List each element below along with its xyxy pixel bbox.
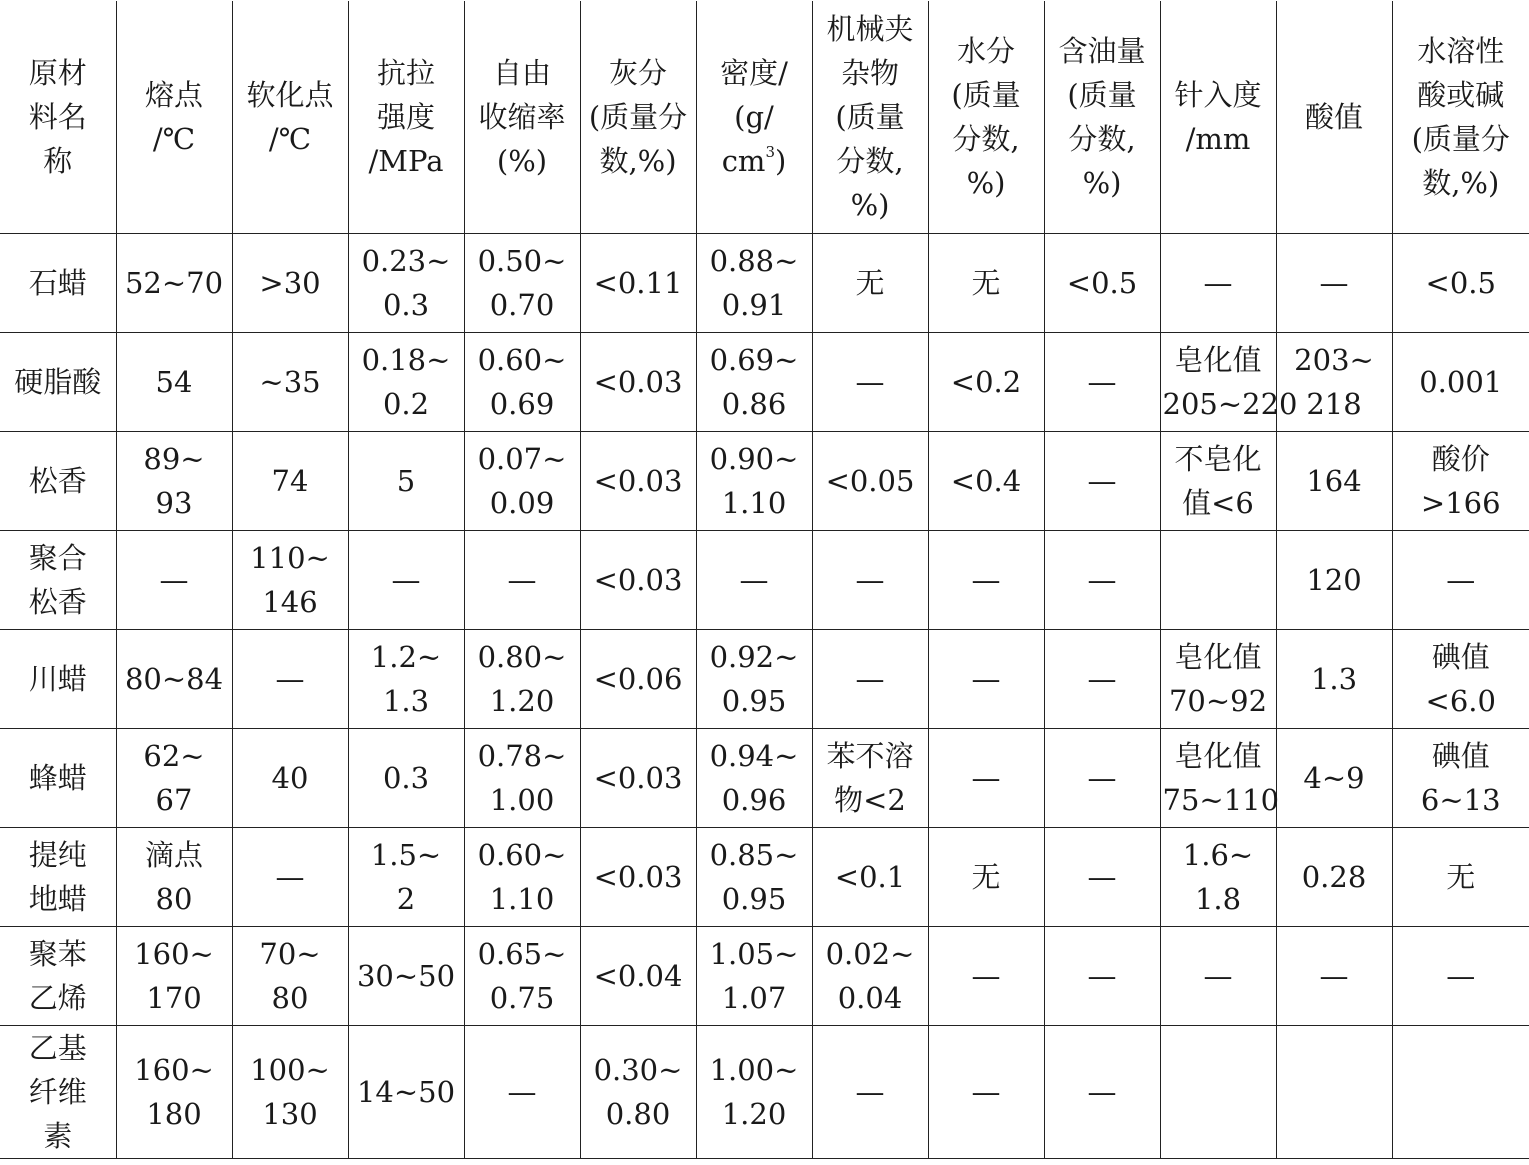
table-cell: 160~ 180	[116, 1025, 232, 1158]
table-cell: —	[1044, 530, 1160, 629]
table-cell: 40	[232, 728, 348, 827]
table-cell: 62~ 67	[116, 728, 232, 827]
table-cell: —	[464, 530, 580, 629]
table-cell: 0.30~ 0.80	[580, 1025, 696, 1158]
table-row	[0, 1025, 1529, 1158]
table-cell: 70~ 80	[232, 926, 348, 1025]
table-cell: <0.2	[928, 332, 1044, 431]
header-cell: 水溶性 酸或碱 (质量分 数,%)	[1392, 1, 1529, 233]
table-cell: —	[696, 530, 812, 629]
table-cell: 0.94~ 0.96	[696, 728, 812, 827]
material-name-cell: 蜂蜡	[0, 728, 116, 827]
header-cell: 抗拉 强度 /MPa	[348, 1, 464, 233]
header-density-superscript: 3	[765, 142, 775, 161]
table-cell: 80~84	[116, 629, 232, 728]
material-properties-table	[0, 1, 1529, 1159]
table-cell: —	[1044, 431, 1160, 530]
table-cell: <0.03	[580, 332, 696, 431]
table-cell	[1160, 1025, 1276, 1158]
table-cell: 14~50	[348, 1025, 464, 1158]
table-cell: 89~ 93	[116, 431, 232, 530]
table-cell: <0.03	[580, 431, 696, 530]
material-name-cell: 提纯 地蜡	[0, 827, 116, 926]
table-cell: 皂化值 205~220	[1160, 332, 1276, 431]
table-cell: —	[232, 629, 348, 728]
table-cell: —	[1044, 926, 1160, 1025]
header-row	[0, 1, 1529, 233]
table-cell: 5	[348, 431, 464, 530]
table-cell: 120	[1276, 530, 1392, 629]
table-cell: 1.05~ 1.07	[696, 926, 812, 1025]
table-row	[0, 629, 1529, 728]
table-cell: 皂化值 75~110	[1160, 728, 1276, 827]
table-row	[0, 926, 1529, 1025]
table-cell: 0.18~ 0.2	[348, 332, 464, 431]
material-name-cell: 松香	[0, 431, 116, 530]
table-cell: 碘值 6~13	[1392, 728, 1529, 827]
table-cell: 74	[232, 431, 348, 530]
table-cell: 皂化值 70~92	[1160, 629, 1276, 728]
table-row	[0, 530, 1529, 629]
table-cell: 0.60~ 1.10	[464, 827, 580, 926]
table-cell: —	[928, 728, 1044, 827]
header-cell: 自由 收缩率 (%)	[464, 1, 580, 233]
table-cell: <0.04	[580, 926, 696, 1025]
header-cell-density	[696, 1, 812, 233]
table-cell: <0.1	[812, 827, 928, 926]
table-cell: <0.4	[928, 431, 1044, 530]
table-cell: —	[928, 926, 1044, 1025]
header-cell: 软化点 /℃	[232, 1, 348, 233]
table-cell: 不皂化 值<6	[1160, 431, 1276, 530]
table-cell: 0.28	[1276, 827, 1392, 926]
table-cell: 0.07~ 0.09	[464, 431, 580, 530]
header-cell: 原材 料名 称	[0, 1, 116, 233]
table-cell: 无	[812, 233, 928, 332]
header-density-tail: )	[774, 143, 787, 178]
table-cell: 1.5~ 2	[348, 827, 464, 926]
table-cell: 0.50~ 0.70	[464, 233, 580, 332]
table-cell: 4~9	[1276, 728, 1392, 827]
table-cell: —	[232, 827, 348, 926]
table-cell: —	[928, 1025, 1044, 1158]
table-cell: —	[928, 629, 1044, 728]
table-cell: —	[1276, 926, 1392, 1025]
table-cell: 30~50	[348, 926, 464, 1025]
table-cell: 1.00~ 1.20	[696, 1025, 812, 1158]
table-cell: 0.80~ 1.20	[464, 629, 580, 728]
table-cell: —	[1044, 629, 1160, 728]
table-cell: —	[1044, 332, 1160, 431]
table-cell: —	[464, 1025, 580, 1158]
table-cell: 52~70	[116, 233, 232, 332]
table-cell: 酸价 >166	[1392, 431, 1529, 530]
table-cell: <0.5	[1392, 233, 1529, 332]
table-row	[0, 827, 1529, 926]
table-cell: 0.85~ 0.95	[696, 827, 812, 926]
table-cell: —	[1160, 926, 1276, 1025]
table-cell: 0.3	[348, 728, 464, 827]
table-cell: 0.69~ 0.86	[696, 332, 812, 431]
table-cell: 0.92~ 0.95	[696, 629, 812, 728]
table-cell: —	[1392, 530, 1529, 629]
table-cell: 100~ 130	[232, 1025, 348, 1158]
table-cell: 0.60~ 0.69	[464, 332, 580, 431]
header-cell: 含油量 (质量 分数, %)	[1044, 1, 1160, 233]
table-cell: 无	[1392, 827, 1529, 926]
table-cell: —	[1276, 233, 1392, 332]
material-name-cell: 聚苯 乙烯	[0, 926, 116, 1025]
table-cell: 1.2~ 1.3	[348, 629, 464, 728]
table-cell: 0.001	[1392, 332, 1529, 431]
material-name-cell: 乙基 纤维 素	[0, 1025, 116, 1158]
table-cell: —	[116, 530, 232, 629]
table-cell: 0.65~ 0.75	[464, 926, 580, 1025]
table-cell: —	[812, 332, 928, 431]
table-cell: 滴点 80	[116, 827, 232, 926]
table-cell: —	[1044, 827, 1160, 926]
header-cell: 机械夹 杂物 (质量 分数, %)	[812, 1, 928, 233]
table-cell: —	[812, 1025, 928, 1158]
table-cell: —	[812, 530, 928, 629]
table-body	[0, 233, 1529, 1158]
table-cell	[1160, 530, 1276, 629]
table-cell: —	[1044, 728, 1160, 827]
header-cell: 针入度 /mm	[1160, 1, 1276, 233]
table-cell: 203~ 218	[1276, 332, 1392, 431]
table-cell: <0.03	[580, 530, 696, 629]
table-cell: —	[1160, 233, 1276, 332]
table-cell	[1276, 1025, 1392, 1158]
table-cell: —	[1044, 1025, 1160, 1158]
table-cell: 0.78~ 1.00	[464, 728, 580, 827]
table-cell	[1392, 1025, 1529, 1158]
table-cell: —	[928, 530, 1044, 629]
table-cell: —	[1392, 926, 1529, 1025]
table-cell: ~35	[232, 332, 348, 431]
material-name-cell: 聚合 松香	[0, 530, 116, 629]
table-row	[0, 233, 1529, 332]
table-cell: 碘值 <6.0	[1392, 629, 1529, 728]
table-cell: 0.02~ 0.04	[812, 926, 928, 1025]
table-cell: 164	[1276, 431, 1392, 530]
table-cell: 160~ 170	[116, 926, 232, 1025]
header-cell: 酸值	[1276, 1, 1392, 233]
header-density-text: 密度/ (g/ cm	[720, 55, 788, 178]
header-cell: 水分 (质量 分数, %)	[928, 1, 1044, 233]
material-name-cell: 石蜡	[0, 233, 116, 332]
material-name-cell: 硬脂酸	[0, 332, 116, 431]
table-row	[0, 431, 1529, 530]
material-name-cell: 川蜡	[0, 629, 116, 728]
table-cell: 无	[928, 233, 1044, 332]
table-cell: 0.88~ 0.91	[696, 233, 812, 332]
table-cell: 110~ 146	[232, 530, 348, 629]
table-cell: <0.05	[812, 431, 928, 530]
table-cell: 54	[116, 332, 232, 431]
table-cell: <0.5	[1044, 233, 1160, 332]
table-row	[0, 728, 1529, 827]
table-cell: 1.3	[1276, 629, 1392, 728]
table-cell: 无	[928, 827, 1044, 926]
header-cell: 熔点 /℃	[116, 1, 232, 233]
table-cell: 1.6~ 1.8	[1160, 827, 1276, 926]
table-cell: 苯不溶 物<2	[812, 728, 928, 827]
header-cell: 灰分 (质量分 数,%)	[580, 1, 696, 233]
table-cell: <0.11	[580, 233, 696, 332]
table-cell: <0.06	[580, 629, 696, 728]
table-cell: <0.03	[580, 827, 696, 926]
table-cell: —	[348, 530, 464, 629]
table-cell: 0.90~ 1.10	[696, 431, 812, 530]
table-cell: 0.23~ 0.3	[348, 233, 464, 332]
table-cell: —	[812, 629, 928, 728]
table-cell: <0.03	[580, 728, 696, 827]
table-row	[0, 332, 1529, 431]
table-cell: >30	[232, 233, 348, 332]
